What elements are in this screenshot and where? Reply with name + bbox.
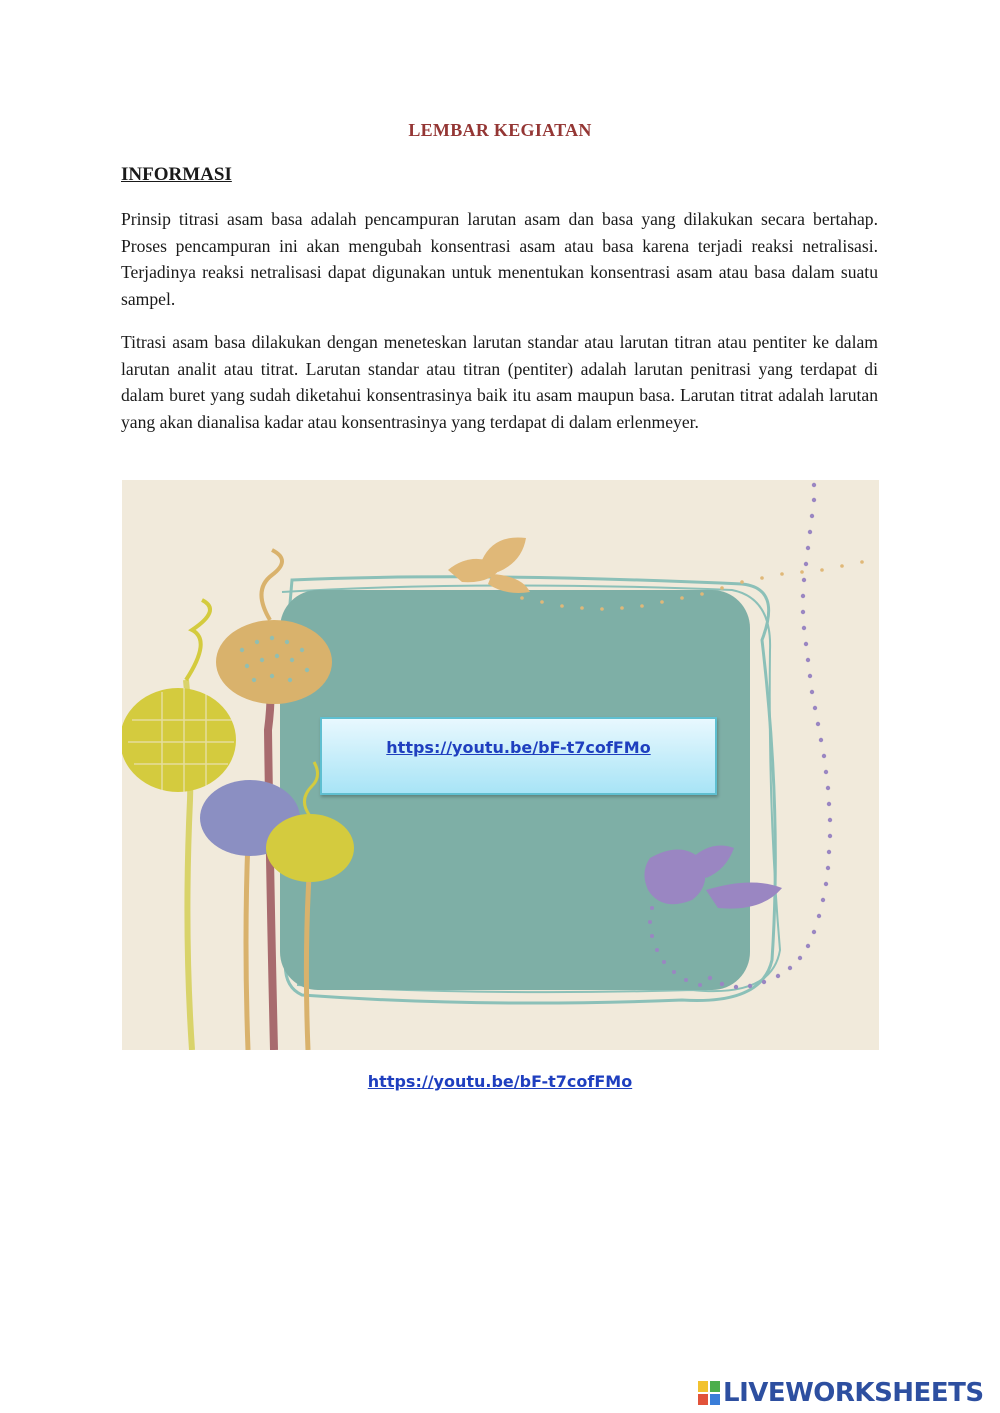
liveworksheets-mark-icon [698,1381,720,1405]
video-link-box[interactable] [320,717,717,795]
video-link[interactable]: https://youtu.be/bF-t7cofFMo [386,738,651,757]
page-title: LEMBAR KEGIATAN [408,120,592,140]
link-below-container [0,1072,1000,1092]
liveworksheets-logo[interactable] [698,1378,984,1408]
paragraph-1: Prinsip titrasi asam basa adalah pencampuran larutan asam dan basa yang dilakukan secara bertahap. Proses pencampuran ini akan mengubah konsentrasi asam atau basa karena terjadi reaksi netralisasi. Terjadinya reaksi netralisasi dapat digunakan untuk menentukan konsentrasi asam atau basa dalam suatu sampel. [121,209,878,309]
brand-name: LIVEWORKSHEETS [723,1378,984,1408]
paragraph-2: Titrasi asam basa dilakukan dengan meneteskan larutan standar atau larutan titran atau pentiter ke dalam larutan analit atau titrat. Larutan standar atau titran (pentiter) adalah larutan penitrasi yang terdapat di dalam buret yang sudah diketahui konsentrasinya baik itu asam maupun basa. Larutan titrat adalah larutan yang akan dianalisa kadar atau konsentrasinya yang terdapat di dalam erlenmeyer. [121,332,878,432]
video-link-below[interactable]: https://youtu.be/bF-t7cofFMo [367,1072,633,1091]
section-heading-informasi: INFORMASI [121,164,232,185]
